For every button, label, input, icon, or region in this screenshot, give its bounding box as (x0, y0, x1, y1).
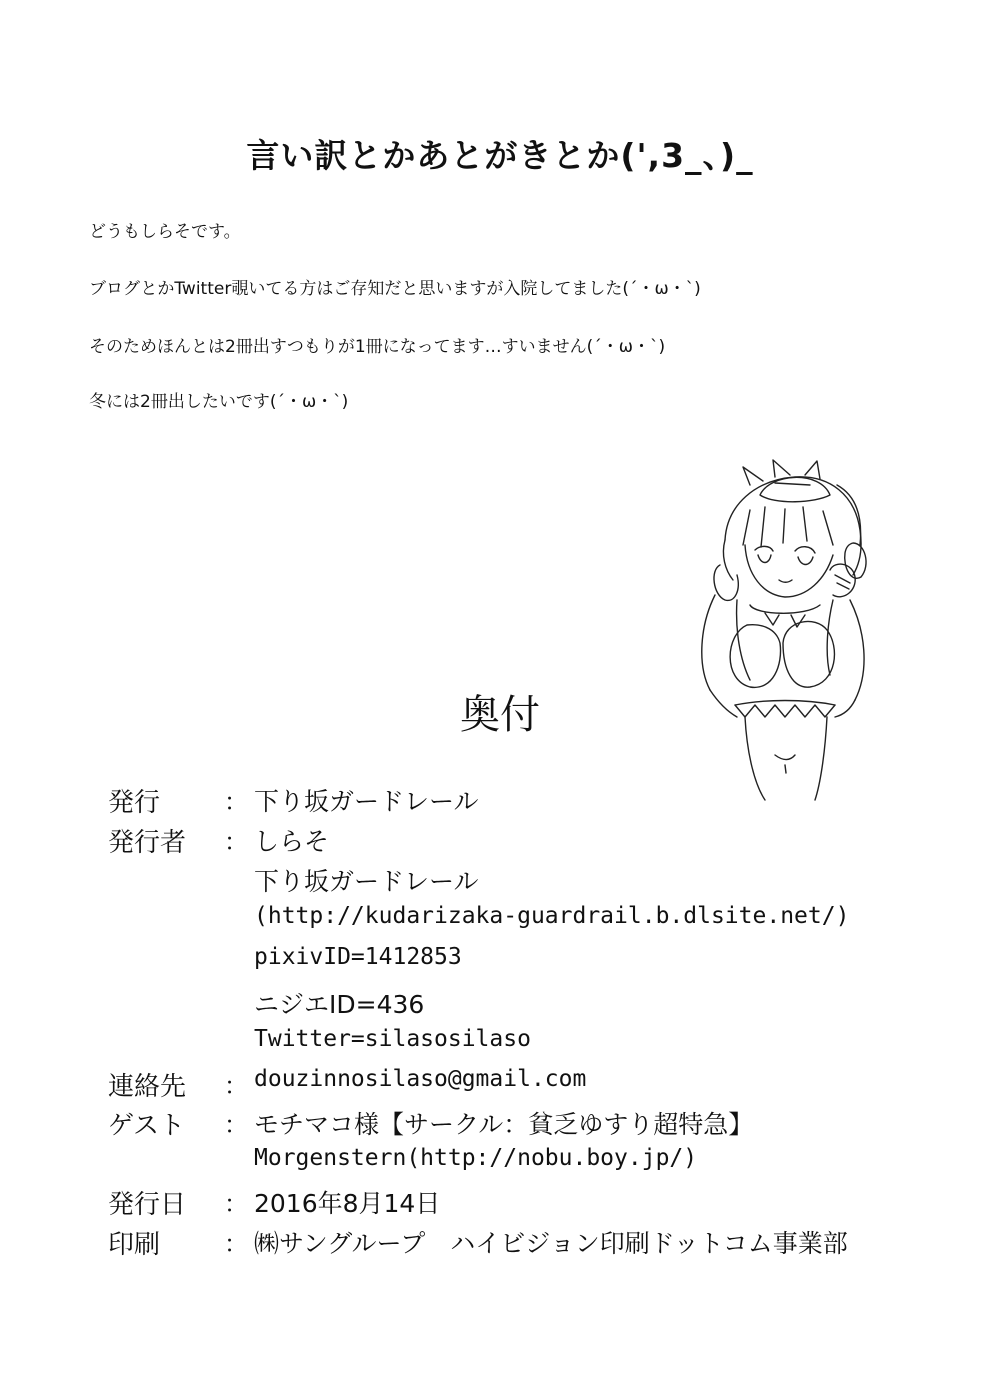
colophon-separator: ： (224, 1111, 248, 1139)
colophon-value: モチマコ様【サークル：貧乏ゆすり超特急】 (254, 1110, 754, 1139)
colophon-separator: ： (224, 1230, 248, 1258)
colophon-row (0, 1145, 1000, 1185)
colophon-value: (http://kudarizaka-guardrail.b.dlsite.net/) (254, 903, 850, 929)
colophon-separator: ： (224, 788, 248, 816)
colophon-row (0, 1224, 1000, 1264)
colophon-value: 下り坂ガードレール (254, 787, 479, 816)
colophon-label: 発行 (108, 788, 161, 818)
colophon-row (0, 1184, 1000, 1224)
colophon-value: ㈱サングループ ハイビジョン印刷ドットコム事業部 (254, 1229, 848, 1258)
colophon-label: 印刷 (108, 1230, 161, 1260)
colophon-row (0, 1066, 1000, 1106)
colophon-row (0, 822, 1000, 862)
colophon-label: 発行者 (108, 828, 187, 858)
character-illustration (655, 455, 945, 805)
colophon-value: Twitter=silasosilaso (254, 1026, 531, 1052)
colophon-row (0, 782, 1000, 822)
afterword-paragraph: 冬には2冊出したいです(´・ω・`) (89, 392, 349, 412)
colophon-value: しらそ (254, 827, 330, 856)
colophon-value: 下り坂ガードレール (254, 867, 479, 896)
afterword-title: 言い訳とかあとがきとか(',3_、)_ (246, 136, 754, 175)
colophon-label: 連絡先 (108, 1072, 187, 1102)
colophon-separator: ： (224, 1190, 248, 1218)
afterword-paragraph: そのためほんとは2冊出すつもりが1冊になってます…すいません(´・ω・`) (89, 337, 666, 357)
colophon-row (0, 1105, 1000, 1145)
colophon-title: 奥付 (460, 692, 540, 738)
colophon-row (0, 903, 1000, 943)
colophon-label: ゲスト (108, 1111, 185, 1141)
colophon-value: pixivID=1412853 (254, 944, 462, 970)
colophon-value: Morgenstern(http://nobu.boy.jp/) (254, 1145, 698, 1171)
colophon-row (0, 862, 1000, 902)
colophon-row (0, 944, 1000, 984)
colophon-separator: ： (224, 1072, 248, 1100)
colophon-value: 2016年8月14日 (254, 1189, 441, 1218)
colophon-value: douzinnosilaso@gmail.com (254, 1066, 587, 1092)
colophon-row (0, 1026, 1000, 1066)
colophon-label: 発行日 (108, 1190, 187, 1220)
afterword-paragraph: ブログとかTwitter覗いてる方はご存知だと思いますが入院してました(´・ω・`) (89, 279, 701, 299)
colophon-separator: ： (224, 828, 248, 856)
colophon-row (0, 985, 1000, 1025)
colophon-value: ニジエID=436 (254, 990, 425, 1019)
afterword-paragraph: どうもしらそです。 (89, 222, 241, 242)
